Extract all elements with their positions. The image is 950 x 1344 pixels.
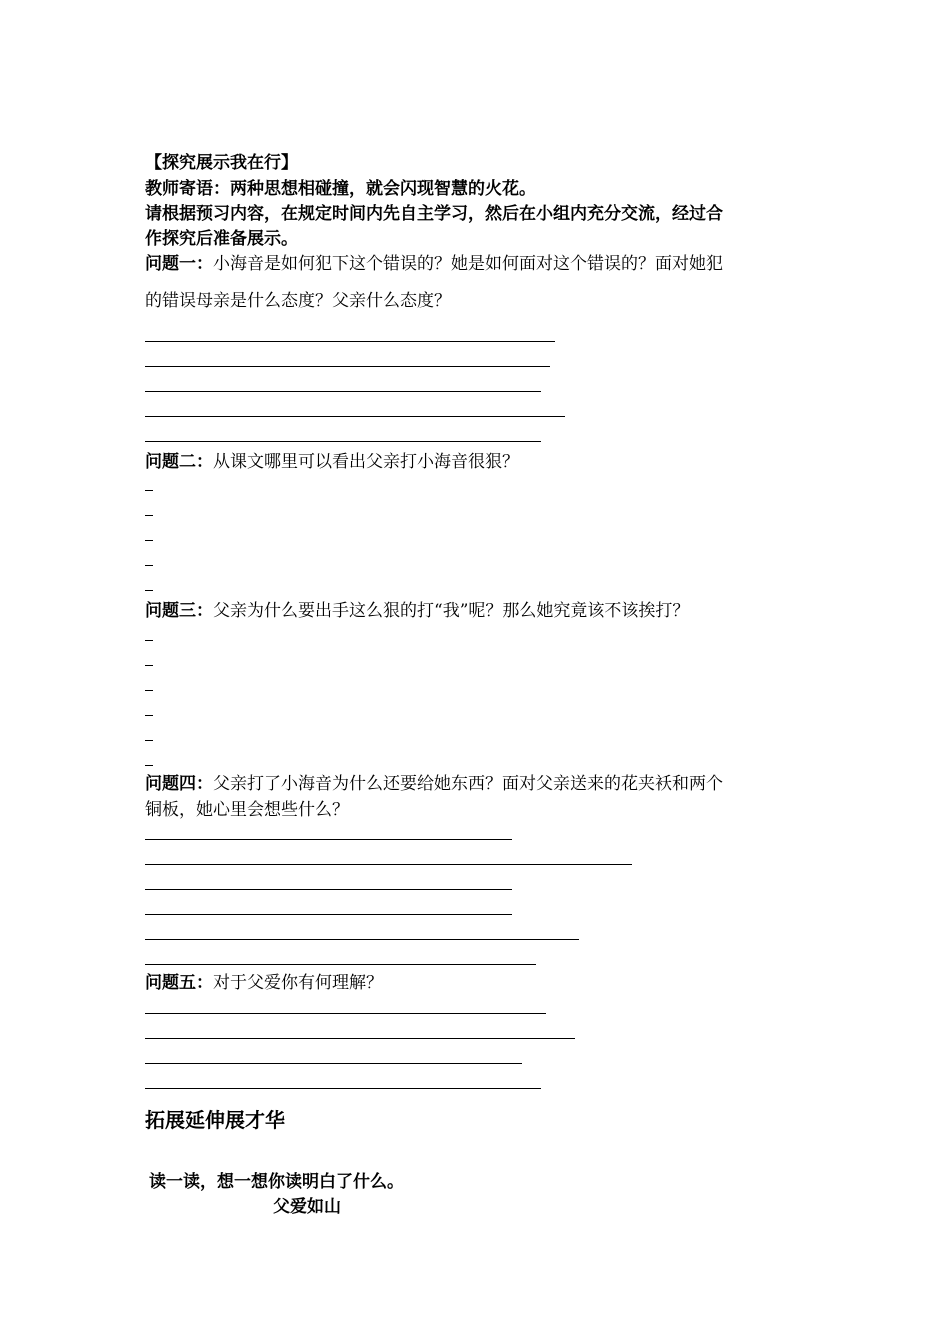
question-2-text: 从课文哪里可以看出父亲打小海音很狠？ [213,452,519,472]
answer-line[interactable] [145,416,565,417]
question-5 [145,972,383,994]
poem-title: 父爱如山 [273,1197,341,1217]
teacher-note: 教师寄语：两种思想相碰撞，就会闪现智慧的火花。 [145,179,536,199]
question-3-text: 父亲为什么要出手这么狠的打“我”呢？那么她究竟该不该挨打？ [213,601,690,621]
answer-dash[interactable] [145,490,153,491]
answer-line[interactable] [145,889,512,890]
question-3 [145,600,689,622]
question-1-text-cont: 的错误母亲是什么态度？父亲什么态度？ [145,291,451,311]
answer-line[interactable] [145,1038,575,1039]
answer-dash[interactable] [145,665,153,666]
question-1-text: 小海音是如何犯下这个错误的？她是如何面对这个错误的？面对她犯 [213,254,723,274]
read-prompt: 读一读，想一想你读明白了什么。 [149,1172,404,1192]
question-5-label: 问题五： [145,973,213,993]
question-4 [145,773,723,795]
question-4-text: 父亲打了小海音为什么还要给她东西？面对父亲送来的花夹袄和两个 [213,774,723,794]
answer-line[interactable] [145,1063,522,1064]
question-3-label: 问题三： [145,601,213,621]
question-1 [145,253,723,275]
instruction-line-1: 请根据预习内容，在规定时间内先自主学习，然后在小组内充分交流，经过合 [145,204,723,224]
answer-dash[interactable] [145,690,153,691]
question-1-label: 问题一： [145,254,213,274]
answer-line[interactable] [145,341,555,342]
question-4-label: 问题四： [145,774,213,794]
answer-dash[interactable] [145,715,153,716]
answer-line[interactable] [145,391,541,392]
question-4-text-cont: 铜板，她心里会想些什么？ [145,800,349,820]
answer-line[interactable] [145,939,579,940]
question-5-text: 对于父爱你有何理解？ [213,973,383,993]
answer-line[interactable] [145,864,632,865]
answer-dash[interactable] [145,540,153,541]
answer-dash[interactable] [145,515,153,516]
answer-dash[interactable] [145,590,153,591]
question-2 [145,451,519,473]
instruction-line-2: 作探究后准备展示。 [145,229,298,249]
answer-line[interactable] [145,839,512,840]
answer-dash[interactable] [145,565,153,566]
answer-line[interactable] [145,1013,546,1014]
answer-line[interactable] [145,366,550,367]
answer-dash[interactable] [145,765,153,766]
extension-title: 拓展延伸展才华 [145,1108,285,1132]
question-2-label: 问题二： [145,452,213,472]
answer-line[interactable] [145,1088,541,1089]
answer-dash[interactable] [145,640,153,641]
answer-line[interactable] [145,441,541,442]
answer-line[interactable] [145,964,536,965]
section-title: 【探究展示我在行】 [145,153,298,173]
answer-dash[interactable] [145,740,153,741]
answer-line[interactable] [145,914,512,915]
